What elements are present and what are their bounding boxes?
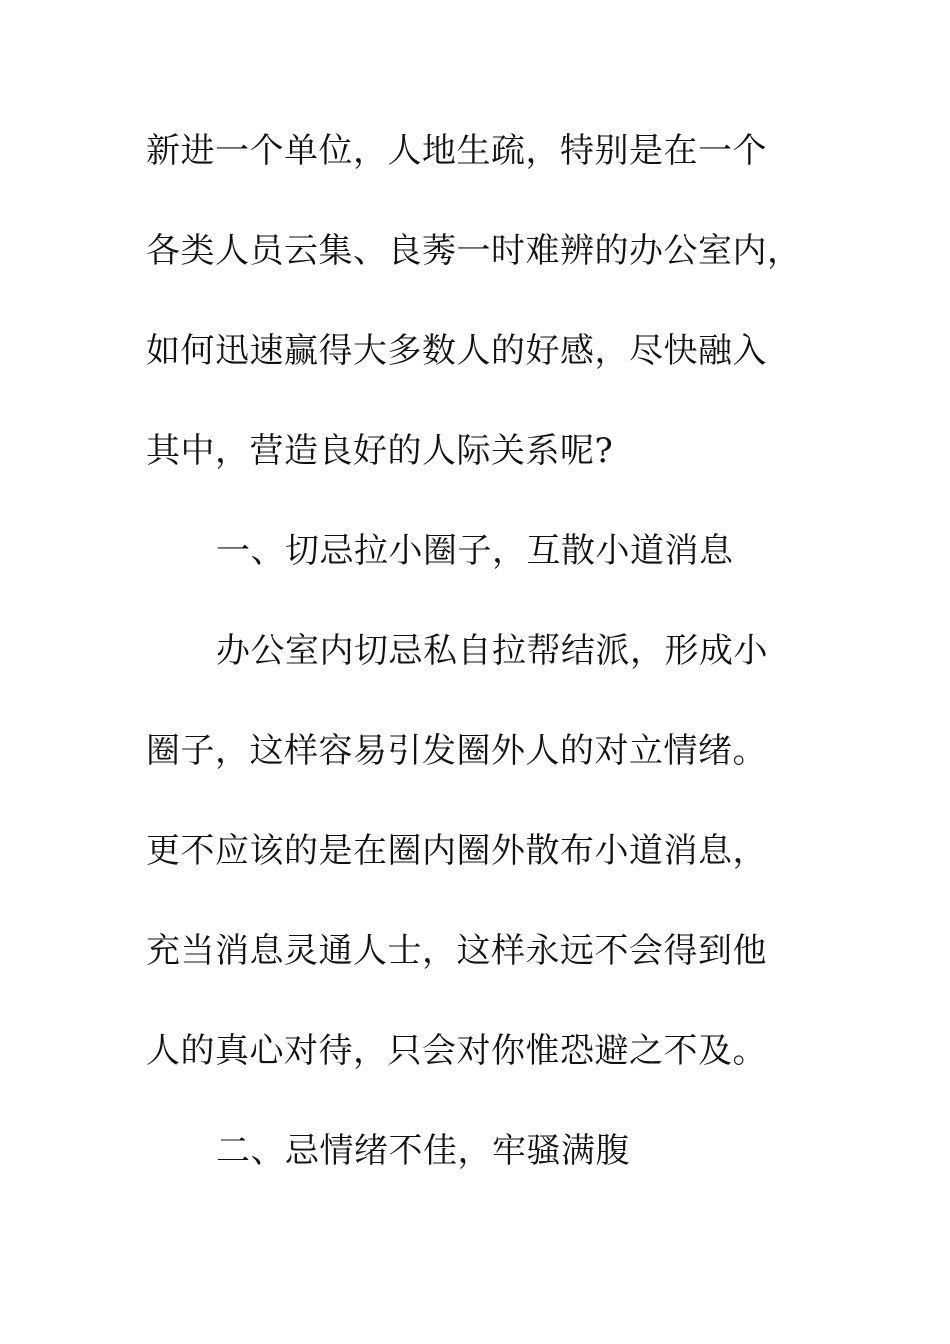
- section-1-paragraph-line-3: 更不应该的是在圈内圈外散布小道消息，: [146, 831, 767, 871]
- section-heading-2: 二、忌情绪不佳，牢骚满腹: [216, 1131, 630, 1171]
- section-heading-1: 一、切忌拉小圈子，互散小道消息: [216, 531, 734, 571]
- section-1-paragraph-line-4: 充当消息灵通人士，这样永远不会得到他: [146, 931, 767, 971]
- section-1-paragraph-line-1: 办公室内切忌私自拉帮结派，形成小: [216, 631, 768, 671]
- section-1-paragraph-line-5: 人的真心对待，只会对你惟恐避之不及。: [146, 1031, 767, 1071]
- intro-paragraph-line-4: 其中，营造良好的人际关系呢?: [146, 431, 614, 471]
- intro-paragraph-line-3: 如何迅速赢得大多数人的好感，尽快融入: [146, 331, 767, 371]
- section-1-paragraph-line-2: 圈子，这样容易引发圈外人的对立情绪。: [146, 731, 767, 771]
- intro-paragraph-line-2: 各类人员云集、良莠一时难辨的办公室内，: [146, 231, 802, 271]
- intro-paragraph-line-1: 新进一个单位，人地生疏，特别是在一个: [146, 131, 767, 171]
